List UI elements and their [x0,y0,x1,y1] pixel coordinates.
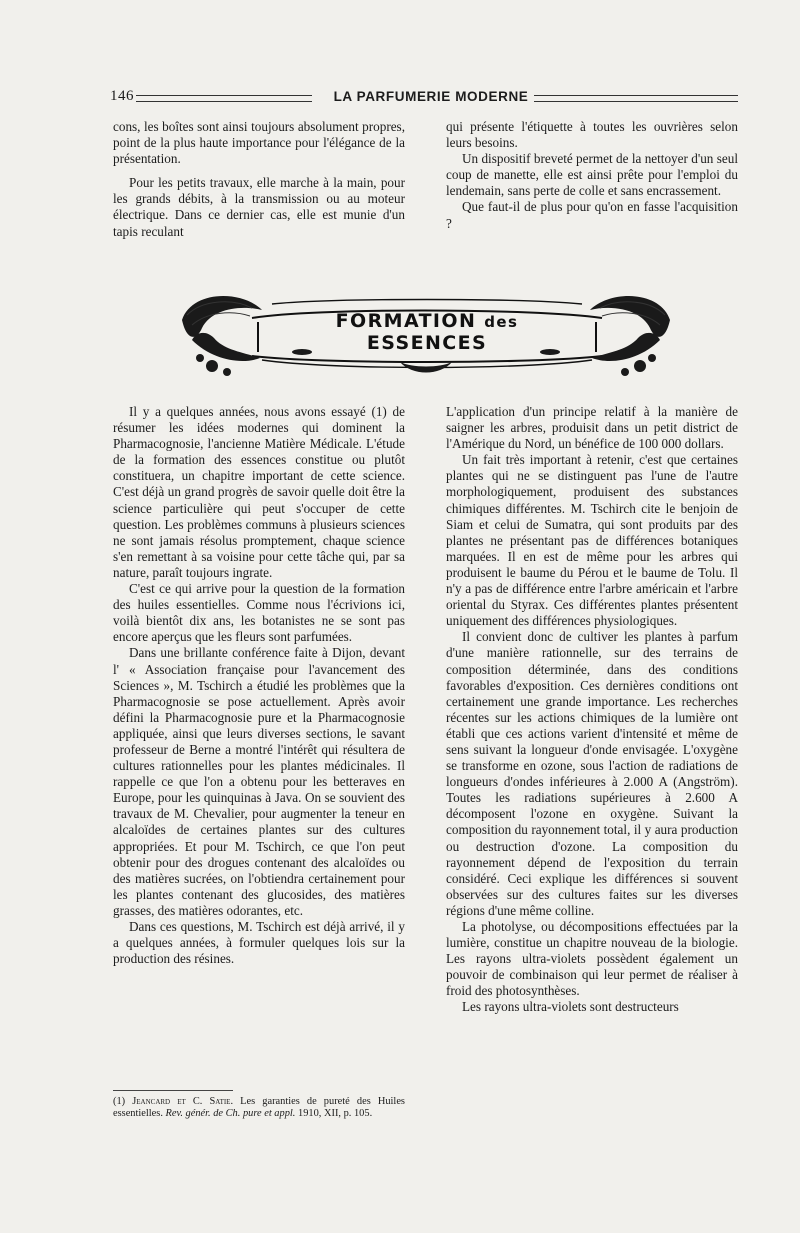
title-des: des [484,313,519,331]
header-rule-left [136,95,312,102]
footnote-title: Les garanties de pureté des Huiles essentielles. [113,1096,405,1119]
section-title [282,310,572,354]
bottom-left-column [113,404,405,967]
footnote-authors: Jeancard et C. Satie. [132,1096,234,1107]
bottom-right-column [446,404,738,1016]
paragraph: Un fait très important à retenir, c'est que certaines plantes qui ne se distinguent pas l'une de l'autre morphologiquement, produisent des substances chimiques différentes. M. Tschirch cite le benjoin de Siam et celui de Sumatra, qui sont produits par des plantes ne présentant pas de différences botaniques marquées. Il en est de même pour les arbres qui produisent le baume du Pérou et le baume de Tolu. Il n'y a pas de différence entre l'arbre américain et l'arbre oriental du Styrax. Ces différentes plantes présentent uniquement des différences physiologiques. [446,452,738,629]
footnote-marker: (1) [113,1096,126,1107]
footnote-ref: 1910, XII, p. 105. [298,1107,373,1119]
title-essences: ESSENCES [366,332,488,354]
paragraph: Pour les petits travaux, elle marche à la main, pour les grands débits, à la transmission ou au moteur électrique. Dans ce dernier cas, elle est munie d'un tapis reculant [113,175,405,239]
paragraph: C'est ce qui arrive pour la question de la formation des huiles essentielles. Comme nous l'écrivions ici, voilà bientôt dix ans, les botanistes ne se sont pas encore aperçus que les fleurs sont parfumées. [113,581,405,645]
footnote-journal: Rev. génér. de Ch. pure et appl. [165,1107,296,1119]
page-number: 146 [110,88,134,104]
paragraph: qui présente l'étiquette à toutes les ouvrières selon leurs besoins. [446,119,738,151]
page-header [110,88,738,108]
top-right-column [446,119,738,232]
top-left-column [113,119,405,240]
footnote [113,1096,405,1119]
paragraph: Dans ces questions, M. Tschirch est déjà arrivé, il y a quelques années, à formuler quelques lois sur la production des résines. [113,919,405,967]
paragraph: Un dispositif breveté permet de la nettoyer d'un seul coup de manette, elle est ainsi prête pour l'emploi du lendemain, sans perte de colle et sans encrassement. [446,151,738,199]
paragraph: Que faut-il de plus pour qu'on en fasse l'acquisition ? [446,199,738,231]
header-rule-right [534,95,738,102]
paragraph: Il y a quelques années, nous avons essayé (1) de résumer les idées modernes qui dominent la Pharmacognosie, l'ancienne Matière Médicale. L'étude de la formation des essences constitue ou plutôt constituera, un chapitre important de cette science. C'est déjà un grand progrès de savoir quelle doit être la science particulière qui peut s'occuper de cette question. Les problèmes communs à plusieurs sciences ne sont jamais résolus promptement, chaque science s'en remettant à sa voisine pour cette tâche qui, par sa nature, paraît toujours ingrate. [113,404,405,580]
running-head: LA PARFUMERIE MODERNE [333,89,529,104]
paragraph: La photolyse, ou décompositions effectuées par la lumière, constitue un chapitre nouveau de la biologie. Les rayons ultra-violets possèdent également un pouvoir de combinaison qui leur permet de réaliser à froid des photosynthèses. [446,919,738,999]
section-banner [172,280,680,382]
paragraph: Dans une brillante conférence faite à Dijon, devant l' « Association française pour l'avancement des Sciences », M. Tschirch a étudié les problèmes que la Pharmacognosie se pose actuellement. Après avoir défini la Pharmacognosie pure et la Pharmacognosie appliquée, ainsi que leurs diverses sections, le savant professeur de Berne a montré l'intérêt qui résultera de cultures rationnelles pour les plantes médicinales. Il rappelle ce que l'on a obtenu pour les betteraves en Europe, pour les quinquinas à Java. On se souvient des travaux de M. Chevalier, pour augmenter la teneur en alcaloïdes de certaines plantes sur des cultures appropriées. Et pour M. Tschirch, ce que l'on peut obtenir pour des drogues contenant des alcaloïdes ou des matières sucrées, on l'obtiendra certainement pour les plantes contenant des glucosides, des matières grasses, des matières odorantes, etc. [113,645,405,918]
paragraph: L'application d'un principe relatif à la manière de saigner les arbres, produisit dans un petit district de l'Amérique du Nord, un bénéfice de 100 000 dollars. [446,404,738,452]
paragraph: Les rayons ultra-violets sont destructeurs [462,999,679,1015]
paragraph: cons, les boîtes sont ainsi toujours absolument propres, point de la plus haute importance pour l'élégance de la présentation. [113,119,405,167]
footnote-rule [113,1090,233,1091]
paragraph: Il convient donc de cultiver les plantes à parfum d'une manière rationnelle, sur des terrains de composition déterminée, dans des conditions favorables d'exposition. Ces dernières conditions ont certainement une grande importance. Les recherches récentes sur les actions chimiques de la lumière ont établi que ces actions varient d'intensité et même de sens suivant la longueur d'onde envisagée. L'oxygène se transforme en ozone, sous l'action de radiations de longueurs d'ondes inférieures à 2.000 A (Angström). Toutes les radiations supérieures à 2.600 A décomposent l'ozone en oxygène. Suivant la composition du rayonnement total, il y aura production ou destruction d'ozone. La composition du rayonnement dépend de l'exposition du terrain considéré. Ceci explique les différences si souvent observées sur des cultures faites sur les diverses régions d'une même colline. [446,629,738,918]
title-formation: FORMATION [335,310,477,332]
